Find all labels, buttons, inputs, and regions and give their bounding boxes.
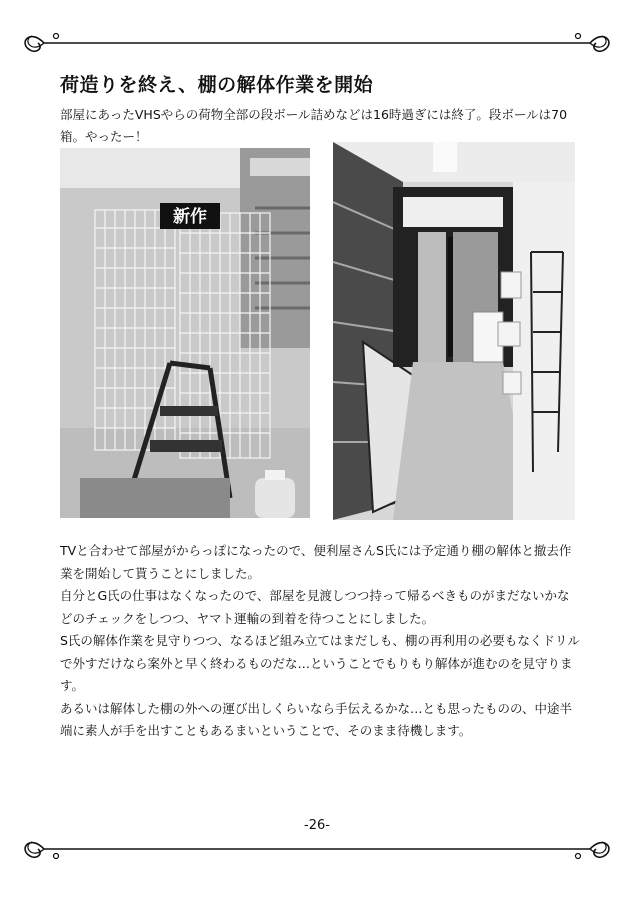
body-paragraph: 自分とG氏の仕事はなくなったので、部屋を見渡しつつ持って帰るべきものがまだないかなどのチェックをしつつ、ヤマト運輸の到着を待つことにしました。	[60, 588, 570, 626]
photo-wire-racks	[60, 148, 310, 518]
photo-corridor-shelves	[333, 142, 575, 520]
body-paragraph: S氏の解体作業を見守りつつ、なるほど組み立てはまだしも、棚の再利用の必要もなくドリルで外すだけなら案外と早く終わるものだな…ということでもりもり解体が進むのを見守ります。	[60, 633, 580, 693]
body-paragraph: TVと合わせて部屋がからっぽになったので、便利屋さんS氏には予定通り棚の解体と撤去作業を開始して貰うことにしました。	[60, 543, 572, 581]
intro-paragraph: 部屋にあったVHSやらの荷物全部の段ボール詰めなどは16時過ぎには終了。段ボールは70箱。やったー！	[60, 107, 568, 144]
body-text	[60, 540, 580, 743]
top-ornament-divider	[22, 30, 612, 56]
body-paragraph: あるいは解体した棚の外への運び出しくらいなら手伝えるかな…とも思ったものの、中途半端に素人が手を出すこともあるまいということで、そのまま待機します。	[60, 700, 573, 738]
sign-new-release-label: 新作	[173, 207, 207, 227]
page-number: -26-	[304, 818, 330, 833]
bottom-ornament-divider	[22, 836, 612, 862]
page-title: 荷造りを終え、棚の解体作業を開始	[60, 74, 374, 96]
